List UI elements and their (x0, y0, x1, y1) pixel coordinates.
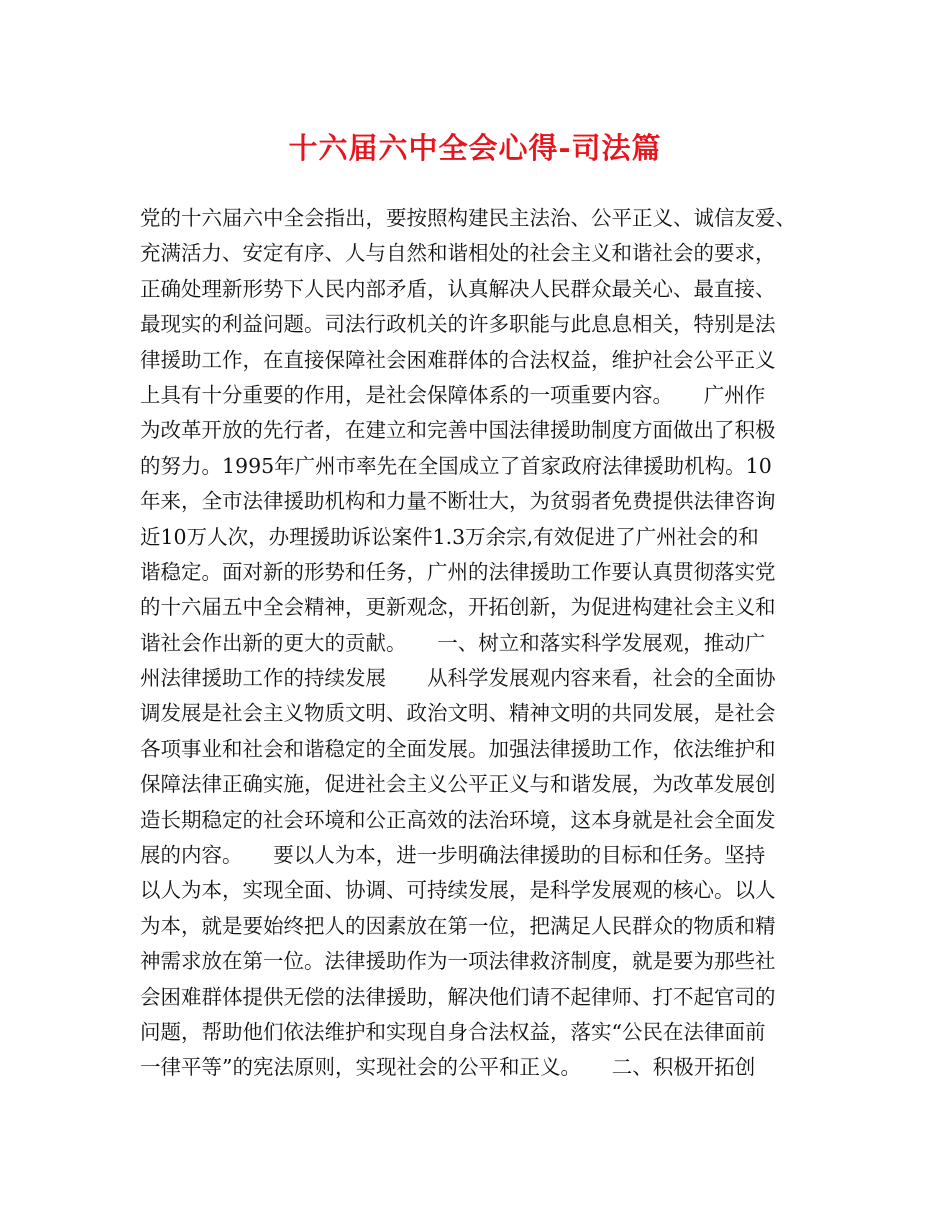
body-line: 会困难群体提供无偿的法律援助，解决他们请不起律师、打不起官司的 (140, 984, 776, 1009)
body-line: 的努力。1995年广州市率先在全国成立了首家政府法律援助机构。10 (140, 453, 772, 478)
body-line: 谐稳定。面对新的形势和任务，广州的法律援助工作要认真贯彻落实党 (140, 559, 776, 584)
body-line: 律援助工作，在直接保障社会困难群体的合法权益，维护社会公平正义 (140, 347, 776, 372)
body-line: 最现实的利益问题。司法行政机关的许多职能与此息息相关，特别是法 (140, 312, 776, 337)
document-body (140, 201, 830, 1086)
body-line: 神需求放在第一位。法律援助作为一项法律救济制度，就是要为那些社 (140, 949, 776, 974)
body-line: 造长期稳定的社会环境和公正高效的法治环境，这本身就是社会全面发 (140, 807, 776, 832)
body-line: 问题，帮助他们依法维护和实现自身合法权益，落实“公民在法律面前 (140, 1019, 766, 1044)
body-line: 近10万人次，办理援助诉讼案件1.3万余宗,有效促进了广州社会的和 (140, 524, 759, 549)
body-line: 充满活力、安定有序、人与自然和谐相处的社会主义和谐社会的要求， (140, 241, 776, 266)
body-line: 谐社会作出新的更大的贡献。 一、树立和落实科学发展观，推动广 (140, 630, 766, 655)
body-line: 以人为本，实现全面、协调、可持续发展，是科学发展观的核心。以人 (140, 878, 776, 903)
body-line: 为本，就是要始终把人的因素放在第一位，把满足人民群众的物质和精 (140, 913, 776, 938)
document-title: 十六届六中全会心得-司法篇 (288, 131, 662, 165)
body-line: 正确处理新形势下人民内部矛盾，认真解决人民群众最关心、最直接、 (140, 276, 776, 301)
body-line: 一律平等”的宪法原则，实现社会的公平和正义。 二、积极开拓创 (140, 1055, 756, 1080)
body-line: 的十六届五中全会精神，更新观念，开拓创新，为促进构建社会主义和 (140, 595, 776, 620)
body-line: 年来，全市法律援助机构和力量不断壮大，为贫弱者免费提供法律咨询 (140, 489, 776, 514)
body-line: 各项事业和社会和谐稳定的全面发展。加强法律援助工作，依法维护和 (140, 736, 776, 761)
body-line: 党的十六届六中全会指出，要按照构建民主法治、公平正义、诚信友爱、 (140, 206, 796, 230)
body-line: 展的内容。 要以人为本，进一步明确法律援助的目标和任务。坚持 (140, 843, 766, 868)
body-line: 调发展是社会主义物质文明、政治文明、精神文明的共同发展，是社会 (140, 701, 776, 726)
body-line: 州法律援助工作的持续发展 从科学发展观内容来看，社会的全面协 (140, 666, 776, 691)
body-line: 保障法律正确实施，促进社会主义公平正义与和谐发展，为改革发展创 (140, 772, 776, 797)
body-line: 上具有十分重要的作用，是社会保障体系的一项重要内容。 广州作 (140, 382, 766, 407)
body-line: 为改革开放的先行者，在建立和完善中国法律援助制度方面做出了积极 (140, 418, 776, 443)
